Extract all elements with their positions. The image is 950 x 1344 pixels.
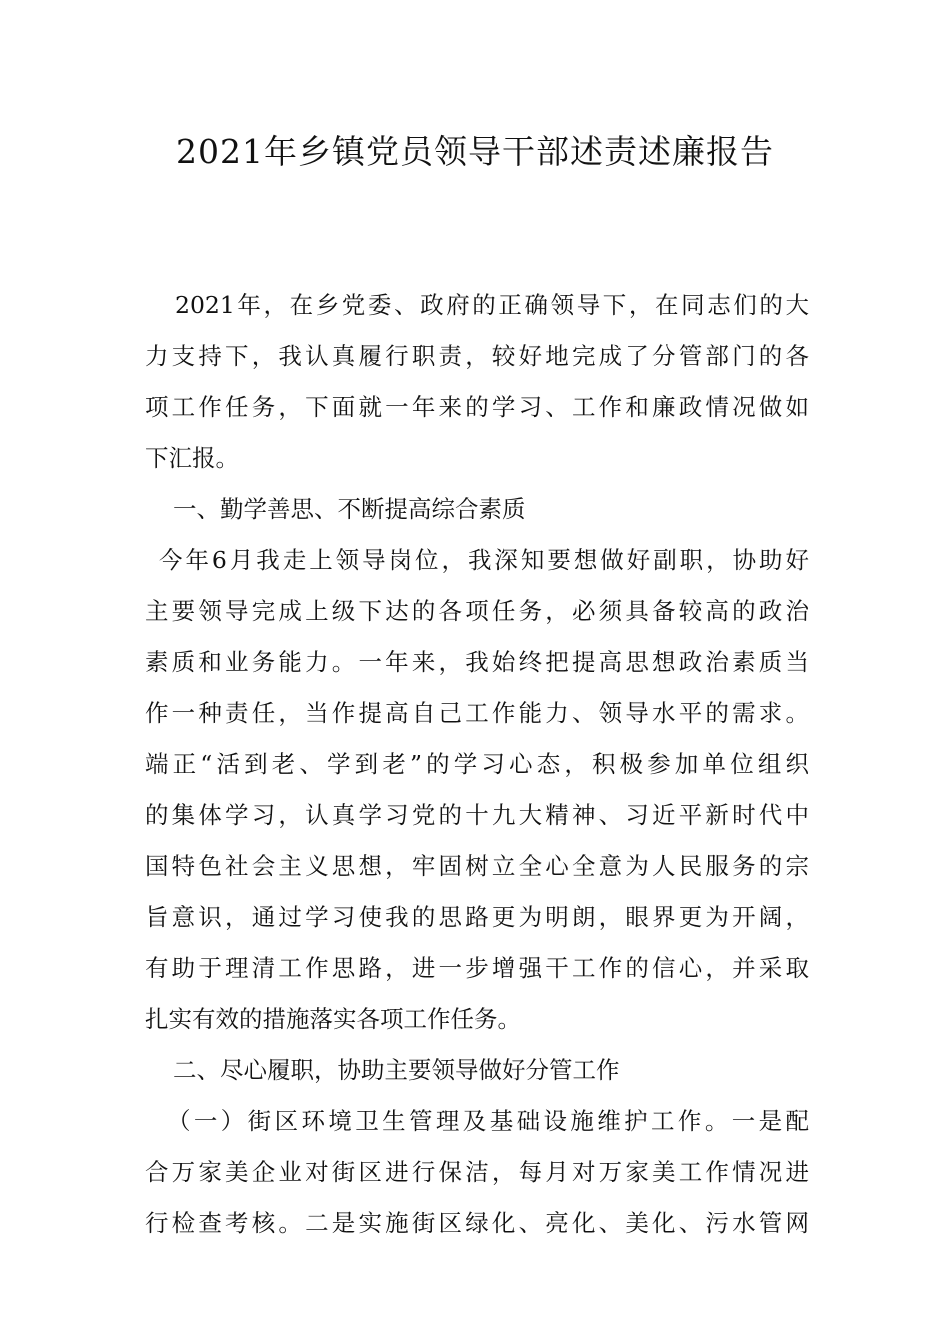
text-line: 旨意识，通过学习使我的思路更为明朗，眼界更为开阔， <box>145 903 809 931</box>
text-line: 今年6月我走上领导岗位，我深知要想做好副职，协助好 <box>159 546 809 574</box>
text-line: 主要领导完成上级下达的各项任务，必须具备较高的政治 <box>145 597 809 625</box>
text-line: 有助于理清工作思路，进一步增强干工作的信心，并采取 <box>145 954 809 982</box>
text-line: 端正“活到老、学到老”的学习心态，积极参加单位组织 <box>145 750 809 778</box>
text-line: 扎实有效的措施落实各项工作任务。 <box>145 1005 521 1033</box>
text-line: 项工作任务，下面就一年来的学习、工作和廉政情况做如 <box>145 393 809 421</box>
text-line: 力支持下，我认真履行职责，较好地完成了分管部门的各 <box>145 342 809 370</box>
document-title: 2021年乡镇党员领导干部述责述廉报告 <box>176 132 774 171</box>
text-line: 下汇报。 <box>145 444 239 472</box>
text-line: 的集体学习，认真学习党的十九大精神、习近平新时代中 <box>145 801 809 829</box>
text-line: 国特色社会主义思想，牢固树立全心全意为人民服务的宗 <box>145 852 809 880</box>
text-line: 作一种责任，当作提高自己工作能力、领导水平的需求。 <box>145 699 809 727</box>
text-line: 合万家美企业对街区进行保洁，每月对万家美工作情况进 <box>145 1158 809 1186</box>
document-body <box>145 280 809 1249</box>
text-line: （一）街区环境卫生管理及基础设施维护工作。一是配 <box>167 1107 809 1135</box>
text-line: 行检查考核。二是实施街区绿化、亮化、美化、污水管网 <box>145 1209 809 1237</box>
text-line: 素质和业务能力。一年来，我始终把提高思想政治素质当 <box>145 648 809 676</box>
text-line: 一、勤学善思、不断提高综合素质 <box>173 495 526 523</box>
text-line: 2021年，在乡党委、政府的正确领导下，在同志们的大 <box>175 291 809 319</box>
text-line: 二、尽心履职，协助主要领导做好分管工作 <box>173 1056 620 1084</box>
